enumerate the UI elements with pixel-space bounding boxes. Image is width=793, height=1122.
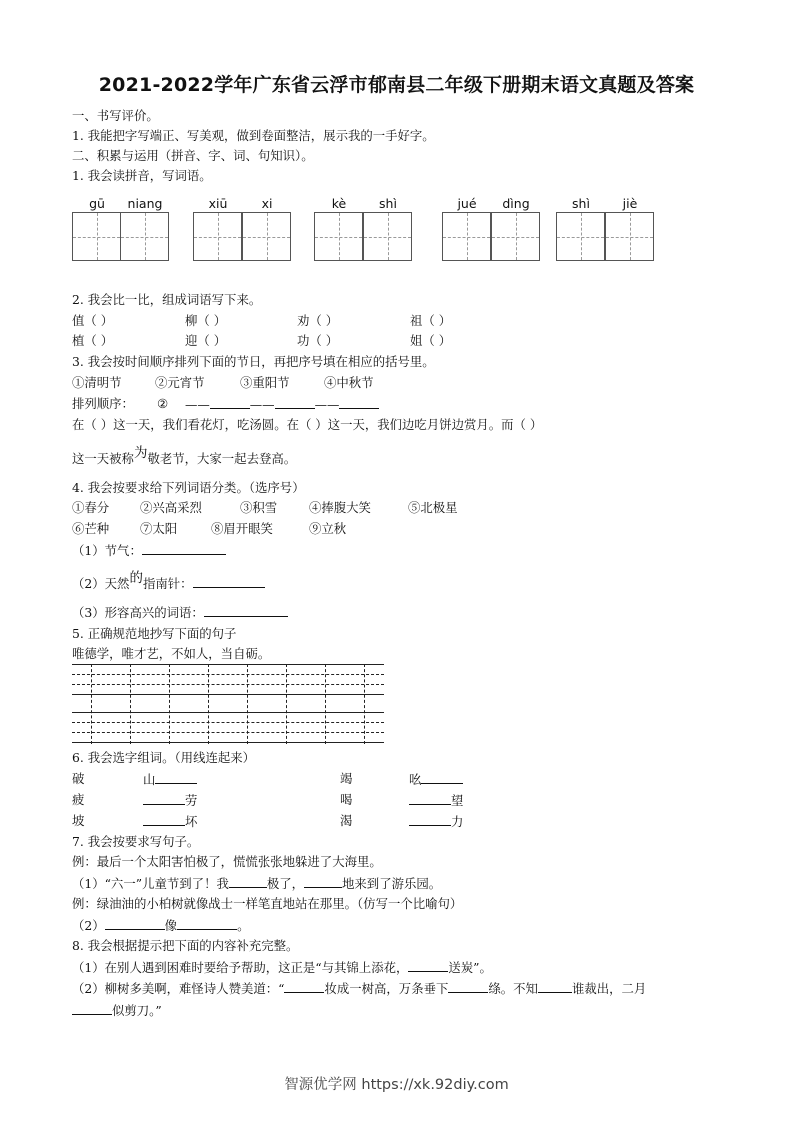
answer-blank[interactable] — [142, 542, 226, 555]
answer-blank[interactable] — [284, 980, 324, 993]
q7-part-1: （1）“六一”儿童节到了！我 极了， 地来到了游乐园。 — [72, 876, 442, 891]
q6-left-word[interactable]: 坏 — [143, 813, 197, 830]
pinyin-label: niang — [127, 196, 163, 211]
q3-item: ①清明节 — [72, 375, 122, 390]
writing-cell[interactable] — [363, 212, 412, 261]
q3-order-label: 排列顺序： — [72, 396, 134, 411]
q6-right-char[interactable]: 竭 — [340, 771, 353, 786]
writing-cell[interactable] — [556, 212, 605, 261]
pinyin-label: jiè — [622, 196, 638, 211]
q8-part-2: （2）柳树多美啊，难怪诗人赞美道：“ 妆成一树高，万条垂下 绦。不知 谁裁出，二月 — [72, 981, 647, 996]
writing-cell[interactable] — [193, 212, 242, 261]
q4-item: ⑤北极星 — [408, 500, 458, 515]
section-1-heading: 一、书写评价。 — [72, 108, 159, 123]
writing-cell[interactable] — [605, 212, 654, 261]
q3-item: ②元宵节 — [155, 375, 205, 390]
question-7: 7. 我会按要求写句子。 — [72, 834, 200, 849]
q4-part-3 — [72, 604, 288, 621]
q2-item: 值（ ） — [72, 313, 114, 328]
q6-right-word[interactable]: 望 — [409, 792, 463, 809]
q3-order-first: ② — [157, 396, 169, 411]
pinyin-label: shì — [379, 196, 397, 211]
answer-blank[interactable] — [193, 575, 265, 588]
question-2: 2. 我会比一比，组成词语写下来。 — [72, 292, 262, 307]
q6-left-word[interactable]: 山 — [143, 771, 197, 788]
q6-right-char[interactable]: 渴 — [340, 813, 353, 828]
q4-part-2-label-b: 指南针： — [142, 576, 193, 591]
writing-cell[interactable] — [242, 212, 291, 261]
writing-cell[interactable] — [442, 212, 491, 261]
q2-item: 祖（ ） — [410, 313, 452, 328]
question-6: 6. 我会选字组词。（用线连起来） — [72, 750, 256, 765]
q4-item: ②兴高采烈 — [140, 500, 202, 515]
question-4: 4. 我会按要求给下列词语分类。（选序号） — [72, 480, 305, 495]
q4-item: ⑦太阳 — [140, 521, 178, 536]
q4-part-2-label-a: （2）天然 — [72, 576, 130, 591]
answer-blank[interactable] — [538, 980, 572, 993]
q7-example-2: 例：绿油油的小柏树就像战士一样笔直地站在那里。（仿写一个比喻句） — [72, 896, 463, 911]
q3-sentence-2-start: 这一天被称 — [72, 451, 134, 466]
q6-right-word[interactable]: 力 — [409, 813, 463, 830]
q6-right-char[interactable]: 喝 — [340, 792, 353, 807]
q8-part-2-continued: 似剪刀。” — [72, 1002, 162, 1019]
q8-part-1: （1）在别人遇到困难时要给予帮助，这正是“与其锦上添花， 送炭”。 — [72, 960, 492, 975]
q4-part-1 — [72, 542, 226, 559]
section-1-question-1: 1. 我能把字写端正、写美观，做到卷面整洁，展示我的一手好字。 — [72, 128, 435, 143]
footer-watermark: 智源优学网 https://xk.92diy.com — [284, 1077, 509, 1093]
q4-part-2 — [72, 570, 265, 592]
answer-blank[interactable] — [72, 1002, 112, 1015]
q4-item: ①春分 — [72, 500, 110, 515]
q7-example-1: 例：最后一个太阳害怕极了，慌慌张张地躲进了大海里。 — [72, 854, 382, 869]
q2-item: 劝（ ） — [297, 313, 339, 328]
answer-blank[interactable] — [448, 980, 488, 993]
q2-item: 姐（ ） — [410, 333, 452, 348]
q4-item: ⑧眉开眼笑 — [211, 521, 273, 536]
question-1: 1. 我会读拼音，写词语。 — [72, 168, 212, 183]
q2-item: 柳（ ） — [185, 313, 227, 328]
q4-item: ⑥芒种 — [72, 521, 110, 536]
writing-cell[interactable] — [314, 212, 363, 261]
q4-item: ⑨立秋 — [309, 521, 347, 536]
q6-left-char[interactable]: 坡 — [72, 813, 85, 828]
q4-part-2-de: 的 — [129, 570, 143, 586]
answer-blank[interactable] — [204, 604, 288, 617]
q2-item: 迎（ ） — [185, 333, 227, 348]
q4-part-1-label: （1）节气： — [72, 543, 142, 558]
q4-item: ③积雪 — [240, 500, 278, 515]
q2-item: 功（ ） — [297, 333, 339, 348]
section-2-heading: 二、积累与运用（拼音、字、词、句知识）。 — [72, 148, 314, 163]
q6-left-char[interactable]: 疲 — [72, 792, 85, 807]
q4-item: ④捧腹大笑 — [309, 500, 371, 515]
pinyin-label: jué — [457, 196, 477, 211]
pinyin-label: dìng — [502, 196, 530, 211]
answer-blank[interactable] — [177, 917, 237, 930]
writing-cell[interactable] — [491, 212, 540, 261]
q6-right-word[interactable]: 吆 — [409, 771, 463, 788]
writing-cell[interactable] — [120, 212, 169, 261]
q6-left-word[interactable]: 劳 — [143, 792, 197, 809]
question-3: 3. 我会按时间顺序排列下面的节日，再把序号填在相应的括号里。 — [72, 354, 435, 369]
pinyin-label: shì — [572, 196, 590, 211]
page-title: 2021-2022学年广东省云浮市郁南县二年级下册期末语文真题及答案 — [98, 74, 695, 96]
pinyin-label: xiū — [208, 196, 228, 211]
question-8: 8. 我会根据提示把下面的内容补充完整。 — [72, 938, 299, 953]
q3-order-blanks[interactable]: —— —— —— — [185, 396, 379, 413]
q3-sentence-2-wei: 为 — [133, 445, 148, 461]
writing-cell[interactable] — [72, 212, 121, 261]
q3-sentence-2 — [72, 445, 297, 467]
answer-blank[interactable] — [408, 959, 448, 972]
q4-part-3-label: （3）形容高兴的词语： — [72, 605, 204, 620]
q3-item: ④中秋节 — [324, 375, 374, 390]
q7-part-2: （2） 像 。 — [72, 918, 250, 933]
q3-sentence-2-end: 敬老节，大家一起去登高。 — [147, 451, 297, 466]
pinyin-label: gū — [89, 196, 105, 211]
answer-blank[interactable] — [229, 875, 267, 888]
q2-item: 植（ ） — [72, 333, 114, 348]
pinyin-label: xi — [261, 196, 273, 211]
q5-sentence: 唯德学，唯才艺，不如人，当自砺。 — [72, 646, 271, 661]
answer-blank[interactable] — [105, 917, 165, 930]
q3-sentence-1: 在（ ）这一天，我们看花灯，吃汤圆。在（ ）这一天，我们边吃月饼边赏月。而（ ） — [72, 417, 543, 432]
q6-left-char[interactable]: 破 — [72, 771, 85, 786]
q3-item: ③重阳节 — [240, 375, 290, 390]
pinyin-label: kè — [331, 196, 347, 211]
answer-blank[interactable] — [304, 875, 342, 888]
question-5: 5. 正确规范地抄写下面的句子 — [72, 626, 237, 641]
copy-grid[interactable] — [72, 664, 384, 744]
